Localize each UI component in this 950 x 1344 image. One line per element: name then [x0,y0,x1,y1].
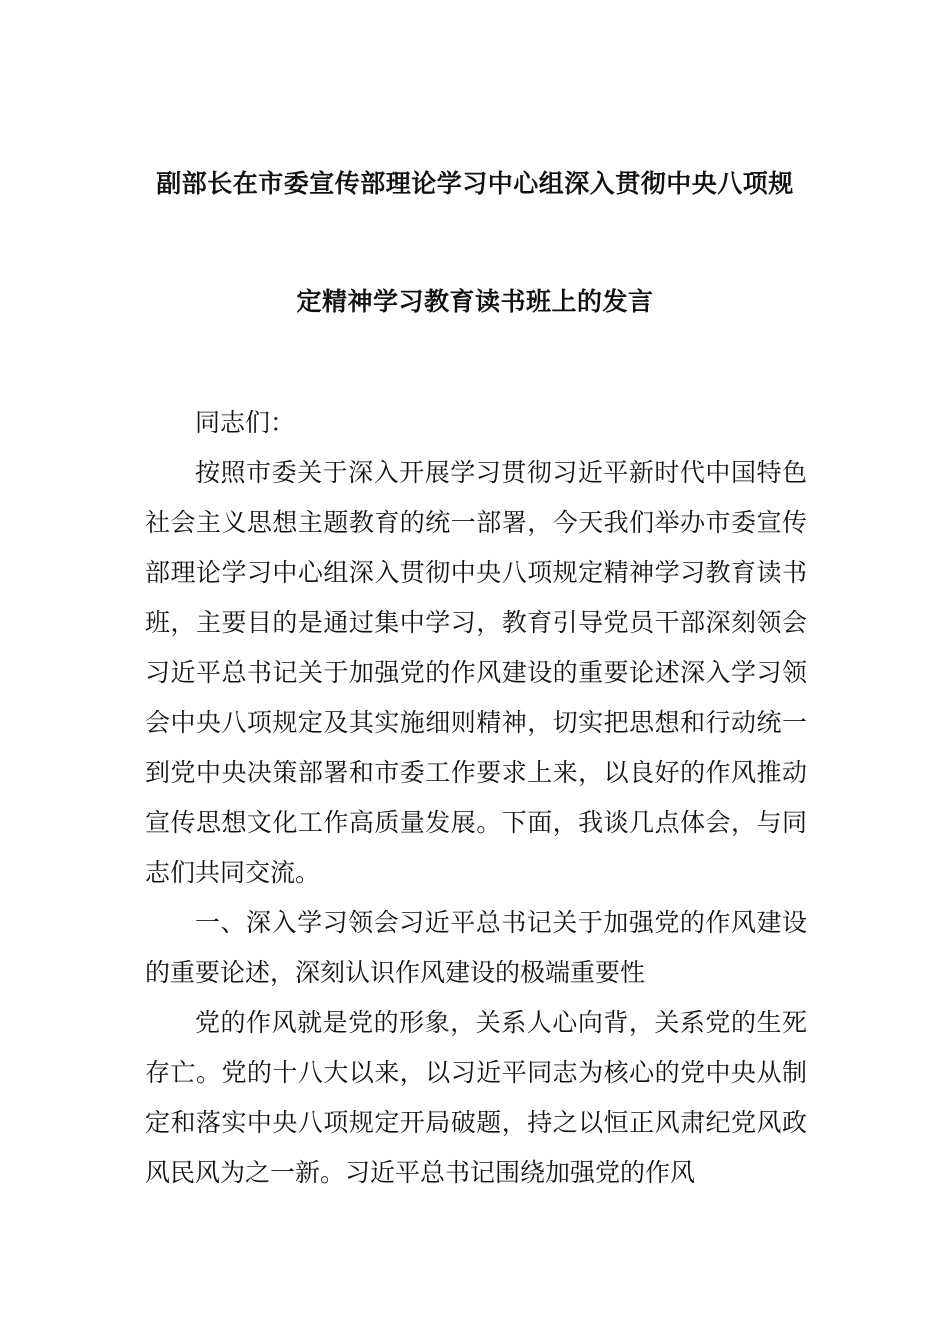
document-title-line-2: 定精神学习教育读书班上的发言 [296,287,654,316]
paragraph-intro: 按照市委关于深入开展学习贯彻习近平新时代中国特色社会主义思想主题教育的统一部署，今天我们举办市委宣传部理论学习中心组深入贯彻中央八项规定精神学习教育读书班，主要目的是通过集中学习，教育引导党员干部深刻领会习近平总书记关于加强党的作风建设的重要论述深入学习领会中央八项规定及其实施细则精神，切实把思想和行动统一到党中央决策部署和市委工作要求上来，以良好的作风推动宣传思想文化工作高质量发展。下面，我谈几点体会，与同志们共同交流。 [145,458,807,887]
salutation: 同志们： [195,408,296,437]
paragraph-section-1: 党的作风就是党的形象，关系人心向背，关系党的生死存亡。党的十八大以来，以习近平同志为核心的党中央从制定和落实中央八项规定开局破题，持之以恒正风肃纪党风政风民风为之一新。习近平总书记围绕加强党的作风 [145,1008,807,1187]
document-title-line-1: 副部长在市委宣传部理论学习中心组深入贯彻中央八项规 [156,169,794,198]
document-body [145,398,807,1198]
section-heading-1: 一、深入学习领会习近平总书记关于加强党的作风建设的重要论述，深刻认识作风建设的极端重要性 [145,908,807,987]
